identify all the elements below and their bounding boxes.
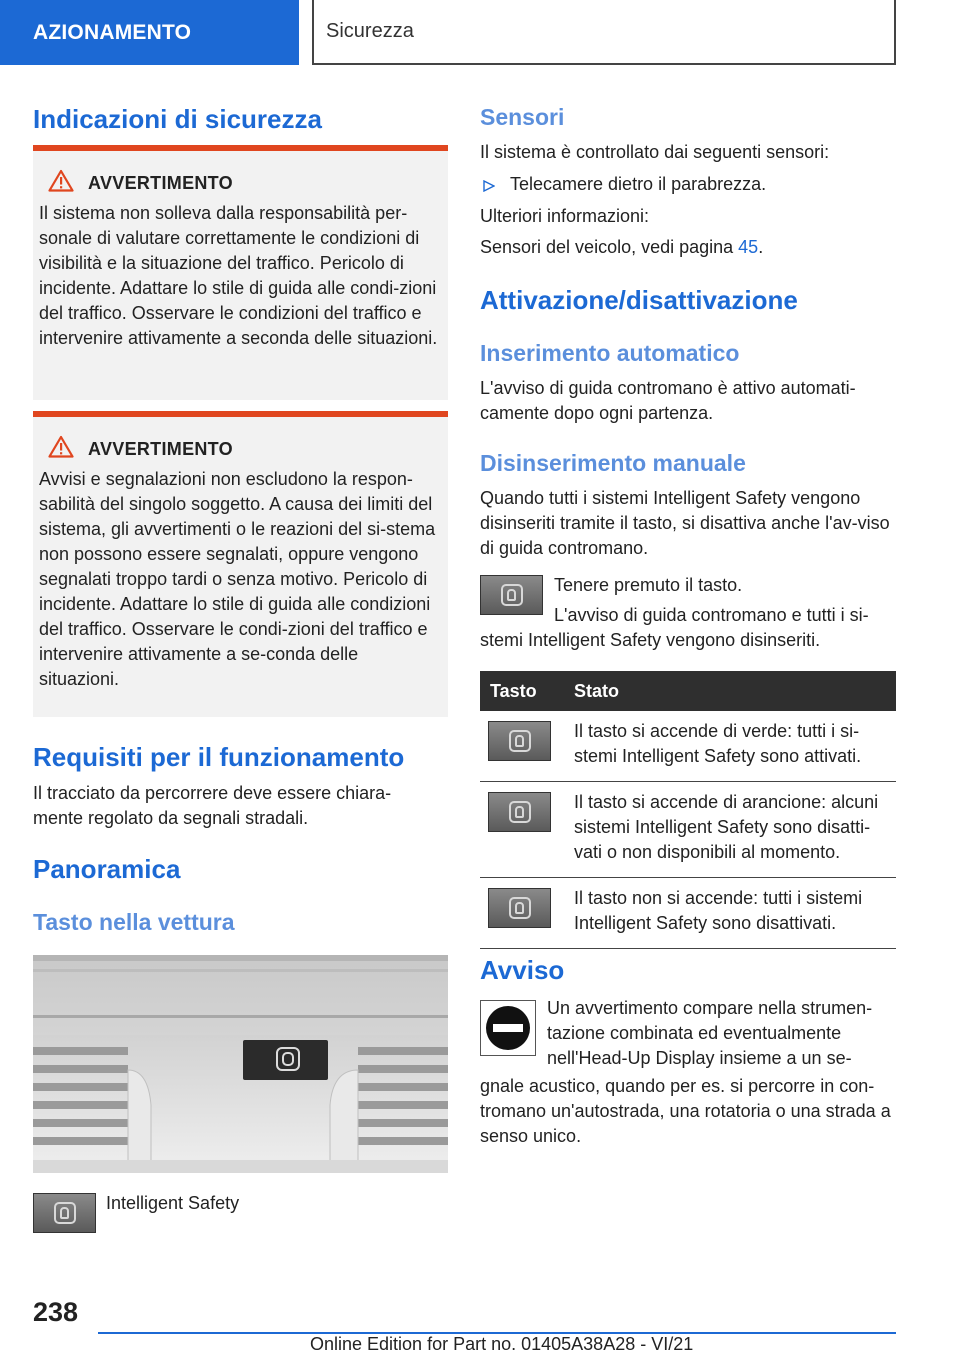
- table-row: [480, 782, 896, 878]
- button-green-image: [488, 721, 551, 761]
- notice-text-2: gnale acustico, quando per es. si percorre in con-tromano un'autostrada, una rotatoria o una strada a senso unico.: [480, 1076, 891, 1146]
- overview-title: Panoramica: [33, 854, 181, 884]
- bullet-triangle-icon: [483, 179, 495, 197]
- hold-result-line-1: L'avviso di guida contromano e tutti i si-: [554, 605, 869, 625]
- hold-result-line-2: stemi Intelligent Safety vengono disinseriti.: [480, 630, 821, 650]
- no-entry-sign-icon: [480, 1000, 536, 1056]
- auto-activation-title: Inserimento automatico: [480, 340, 740, 366]
- hold-button-text: Tenere premuto il tasto.: [554, 575, 743, 595]
- section-title: AZIONAMENTO: [33, 20, 192, 44]
- activation-title: Attivazione/disattivazione: [480, 285, 798, 315]
- notice-title: Avviso: [480, 955, 565, 985]
- warning-text: Il sistema non solleva dalla responsabilità per-sonale di valutare correttamente le condizioni di visibilità e la situazione del traffico. Pericolo di incidente. Adattare lo stile di guida alle condi-zioni del traffico. Osservare le condizioni del traffico e intervenire attivamente a seconda delle situazioni.: [39, 203, 438, 348]
- manual-deactivation-title: Disinserimento manuale: [480, 450, 746, 476]
- more-info-label: Ulteriori informazioni:: [480, 206, 650, 226]
- table-cell-state: Il tasto si accende di verde: tutti i si-stemi Intelligent Safety sono attivati.: [564, 711, 896, 782]
- button-orange-image: [488, 792, 551, 832]
- sensor-list-item: [480, 172, 896, 197]
- dashboard-photo: [33, 955, 448, 1173]
- page-number: 238: [33, 1297, 79, 1327]
- warning-text: Avvisi e segnalazioni non escludono la respon-sabilità del singolo soggetto. A causa dei limiti del sistema, gli avvertimenti o le reazioni del si-stema non possono essere segnalati, oppure vengono segnalati troppo tardi o senza motivo. Pericolo di incidente. Adattare lo stile di guida alle condizioni del traffico. Osservare le condi-zioni del traffico e intervenire attivamente a se-conda delle situazioni.: [39, 469, 436, 689]
- warning-box-2: [33, 411, 448, 717]
- warning-triangle-icon: [48, 435, 74, 463]
- intelligent-safety-button-image: [33, 1193, 96, 1233]
- button-state-table: [480, 671, 896, 949]
- warning-label: AVVERTIMENTO: [88, 438, 233, 459]
- section-tab: [0, 0, 299, 65]
- warning-triangle-icon: [48, 169, 74, 197]
- chapter-title: Sicurezza: [326, 20, 414, 42]
- table-header-state: Stato: [564, 671, 896, 711]
- table-header-row: [480, 671, 896, 711]
- table-cell-state: Il tasto si accende di arancione: alcuni sistemi Intelligent Safety sono disatti-vati o non disponibili al momento.: [564, 782, 896, 878]
- requirements-text: Il tracciato da percorrere deve essere chiara-mente regolato da segnali stradali.: [33, 783, 392, 828]
- edition-text: Online Edition for Part no. 01405A38A28 - VI/21: [310, 1334, 694, 1354]
- table-row: [480, 878, 896, 949]
- sensor-ref-suffix: .: [758, 237, 764, 257]
- sensor-reference: [480, 235, 896, 260]
- manual-deactivation-text: Quando tutti i sistemi Intelligent Safety vengono disinseriti tramite il tasto, si disattiva anche l'av-viso di guida contromano.: [480, 488, 890, 558]
- page-45-link[interactable]: 45: [738, 237, 759, 257]
- chapter-tab: [312, 0, 896, 65]
- sensors-text: Il sistema è controllato dai seguenti sensori:: [480, 142, 830, 162]
- table-row: [480, 711, 896, 782]
- sensor-ref-text: Sensori del veicolo, vedi pagina: [480, 237, 739, 257]
- sensor-item-text: Telecamere dietro il parabrezza.: [510, 174, 767, 194]
- sensors-title: Sensori: [480, 104, 565, 130]
- requirements-title: Requisiti per il funzionamento: [33, 742, 405, 772]
- table-cell-state: Il tasto non si accende: tutti i sistemi Intelligent Safety sono disattivati.: [564, 878, 896, 949]
- button-caption: Intelligent Safety: [106, 1193, 240, 1213]
- intelligent-safety-button-image: [480, 575, 543, 615]
- notice-text-1: Un avvertimento compare nella strumen-tazione combinata ed eventualmente nell'Head-Up Display insieme a un se-: [547, 998, 873, 1068]
- button-location-title: Tasto nella vettura: [33, 909, 235, 935]
- auto-activation-text: L'avviso di guida contromano è attivo automati-camente dopo ogni partenza.: [480, 378, 856, 423]
- table-header-key: Tasto: [480, 671, 564, 711]
- warning-label: AVVERTIMENTO: [88, 172, 233, 193]
- safety-title: Indicazioni di sicurezza: [33, 104, 322, 134]
- button-off-image: [488, 888, 551, 928]
- warning-box-1: [33, 145, 448, 400]
